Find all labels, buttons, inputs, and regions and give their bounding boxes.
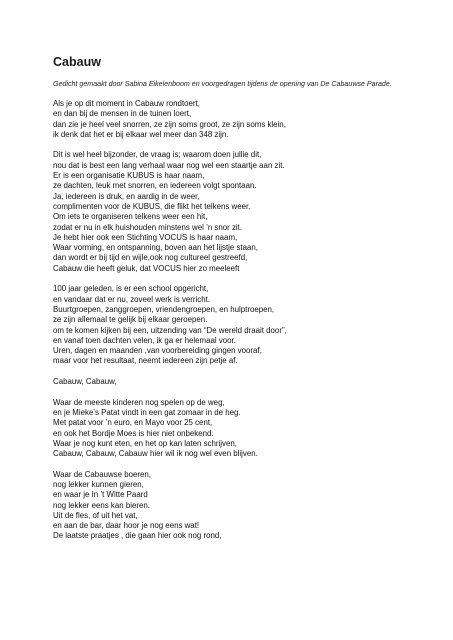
poem-line: Cabauw die heeft geluk, dat VOCUS hier zo meeleeft xyxy=(53,263,240,273)
poem-line: Waar de Cabauwse boeren, xyxy=(53,469,151,479)
poem-line: en aan de bar, daar hoor je nog eens wat! xyxy=(53,521,200,531)
poem-line: complimenten voor de KUBUS, die flikt het telkens weer. xyxy=(53,201,251,211)
poem-line: Waar vorming, en ontspanning, boven aan het lijstje staan, xyxy=(53,243,258,253)
stanza xyxy=(53,470,413,542)
poem-line: Uit de fles, of uit het vat, xyxy=(53,510,138,520)
poem-line: Waar de meeste kinderen nog spelen op de weg, xyxy=(53,397,225,407)
poem-line: en je Mieke’s Patat vindt in een gat zomaar in de heg. xyxy=(53,407,241,417)
poem-body xyxy=(53,99,413,542)
poem-line: dan wordt er bij tijd en wijle,ook nog cultureel gestreefd, xyxy=(53,253,248,263)
poem-line: maar voor het resultaat, neemt iedereen zijn petje af. xyxy=(53,356,238,366)
poem-line: 100 jaar geleden, is er een school opgericht, xyxy=(53,284,209,294)
poem-line: dan zie je heel veel snorren, ze zijn soms groot, ze zijn soms klein, xyxy=(53,119,286,129)
poem-line: Uren, dagen en maanden ,van voorbereiding gingen vooraf, xyxy=(53,346,262,356)
poem-line: en vandaar dat er nu, zoveel werk is verricht. xyxy=(53,294,211,304)
poem-line: en vanaf toen dachten velen, ik ga er helemaal voor. xyxy=(53,335,236,345)
subtitle: Gedicht gemaakt door Sabina Eikelenboom en voorgedragen tijdens de opening van De Cabauwse Parade. xyxy=(53,80,392,88)
poem-line: en ook het Bordje Moes is hier niet onbekend. xyxy=(53,428,214,438)
poem-line: Om iets te organiseren telkens weer een hit, xyxy=(53,212,208,222)
poem-line: De laatste praatjes , die gaan hier ook nog rond, xyxy=(53,531,222,541)
poem-line: en dan bij de mensen in de tuinen loert, xyxy=(53,109,192,119)
poem-line: nou dat is best een lang verhaal waar nog wel een staartje aan zit. xyxy=(53,160,285,170)
stanza xyxy=(53,284,413,366)
stanza xyxy=(53,398,413,460)
poem-line: Cabauw, Cabauw, Cabauw hier wil ik nog wel even blijven. xyxy=(53,449,258,459)
poem-line: om te komen kijken bij een, uitzending van “De wereld draait door”, xyxy=(53,325,287,335)
page-title: Cabauw xyxy=(53,55,101,69)
poem-line: en waar je In ’t Witte Paard xyxy=(53,490,148,500)
poem-line: Ja, iedereen is druk, en aardig in de weer, xyxy=(53,191,200,201)
poem-line: Je hebt hier ook een Stichting VOCUS is haar naam, xyxy=(53,232,238,242)
poem-line: Als je op dit moment in Cabauw rondtoert, xyxy=(53,99,200,108)
poem-line: ik denk dat het er bij elkaar wel meer dan 348 zijn. xyxy=(53,129,229,139)
poem-line: ze zijn allemaal te gelijk bij elkaar geroepen. xyxy=(53,315,208,325)
poem-line: nog lekker kunnen gieren, xyxy=(53,479,144,489)
poem-line: Waar je nog kunt eten, en het op kan laten schrijven, xyxy=(53,438,237,448)
poem-line: Met patat voor ’n euro, en Mayo voor 25 cent, xyxy=(53,418,213,428)
poem-line: Cabauw, Cabauw, xyxy=(53,377,117,387)
poem-line: Buurtgroepen, zanggroepen, vriendengroepen, en hulptroepen, xyxy=(53,304,275,314)
poem-line: Dit is wel heel bijzonder, de vraag is; waarom doen jullie dit, xyxy=(53,150,262,160)
poem-line: zodat er nu in elk huishouden minstens wel ’n snor zit. xyxy=(53,222,243,232)
poem-line: ze dachten, leuk met snorren, en iedereen volgt spontaan. xyxy=(53,181,257,191)
stanza xyxy=(53,99,413,140)
stanza xyxy=(53,377,413,387)
poem-line: nog lekker eens kan bieren. xyxy=(53,500,150,510)
stanza xyxy=(53,150,413,274)
poem-line: Er is een organisatie KUBUS is haar naam, xyxy=(53,171,205,181)
